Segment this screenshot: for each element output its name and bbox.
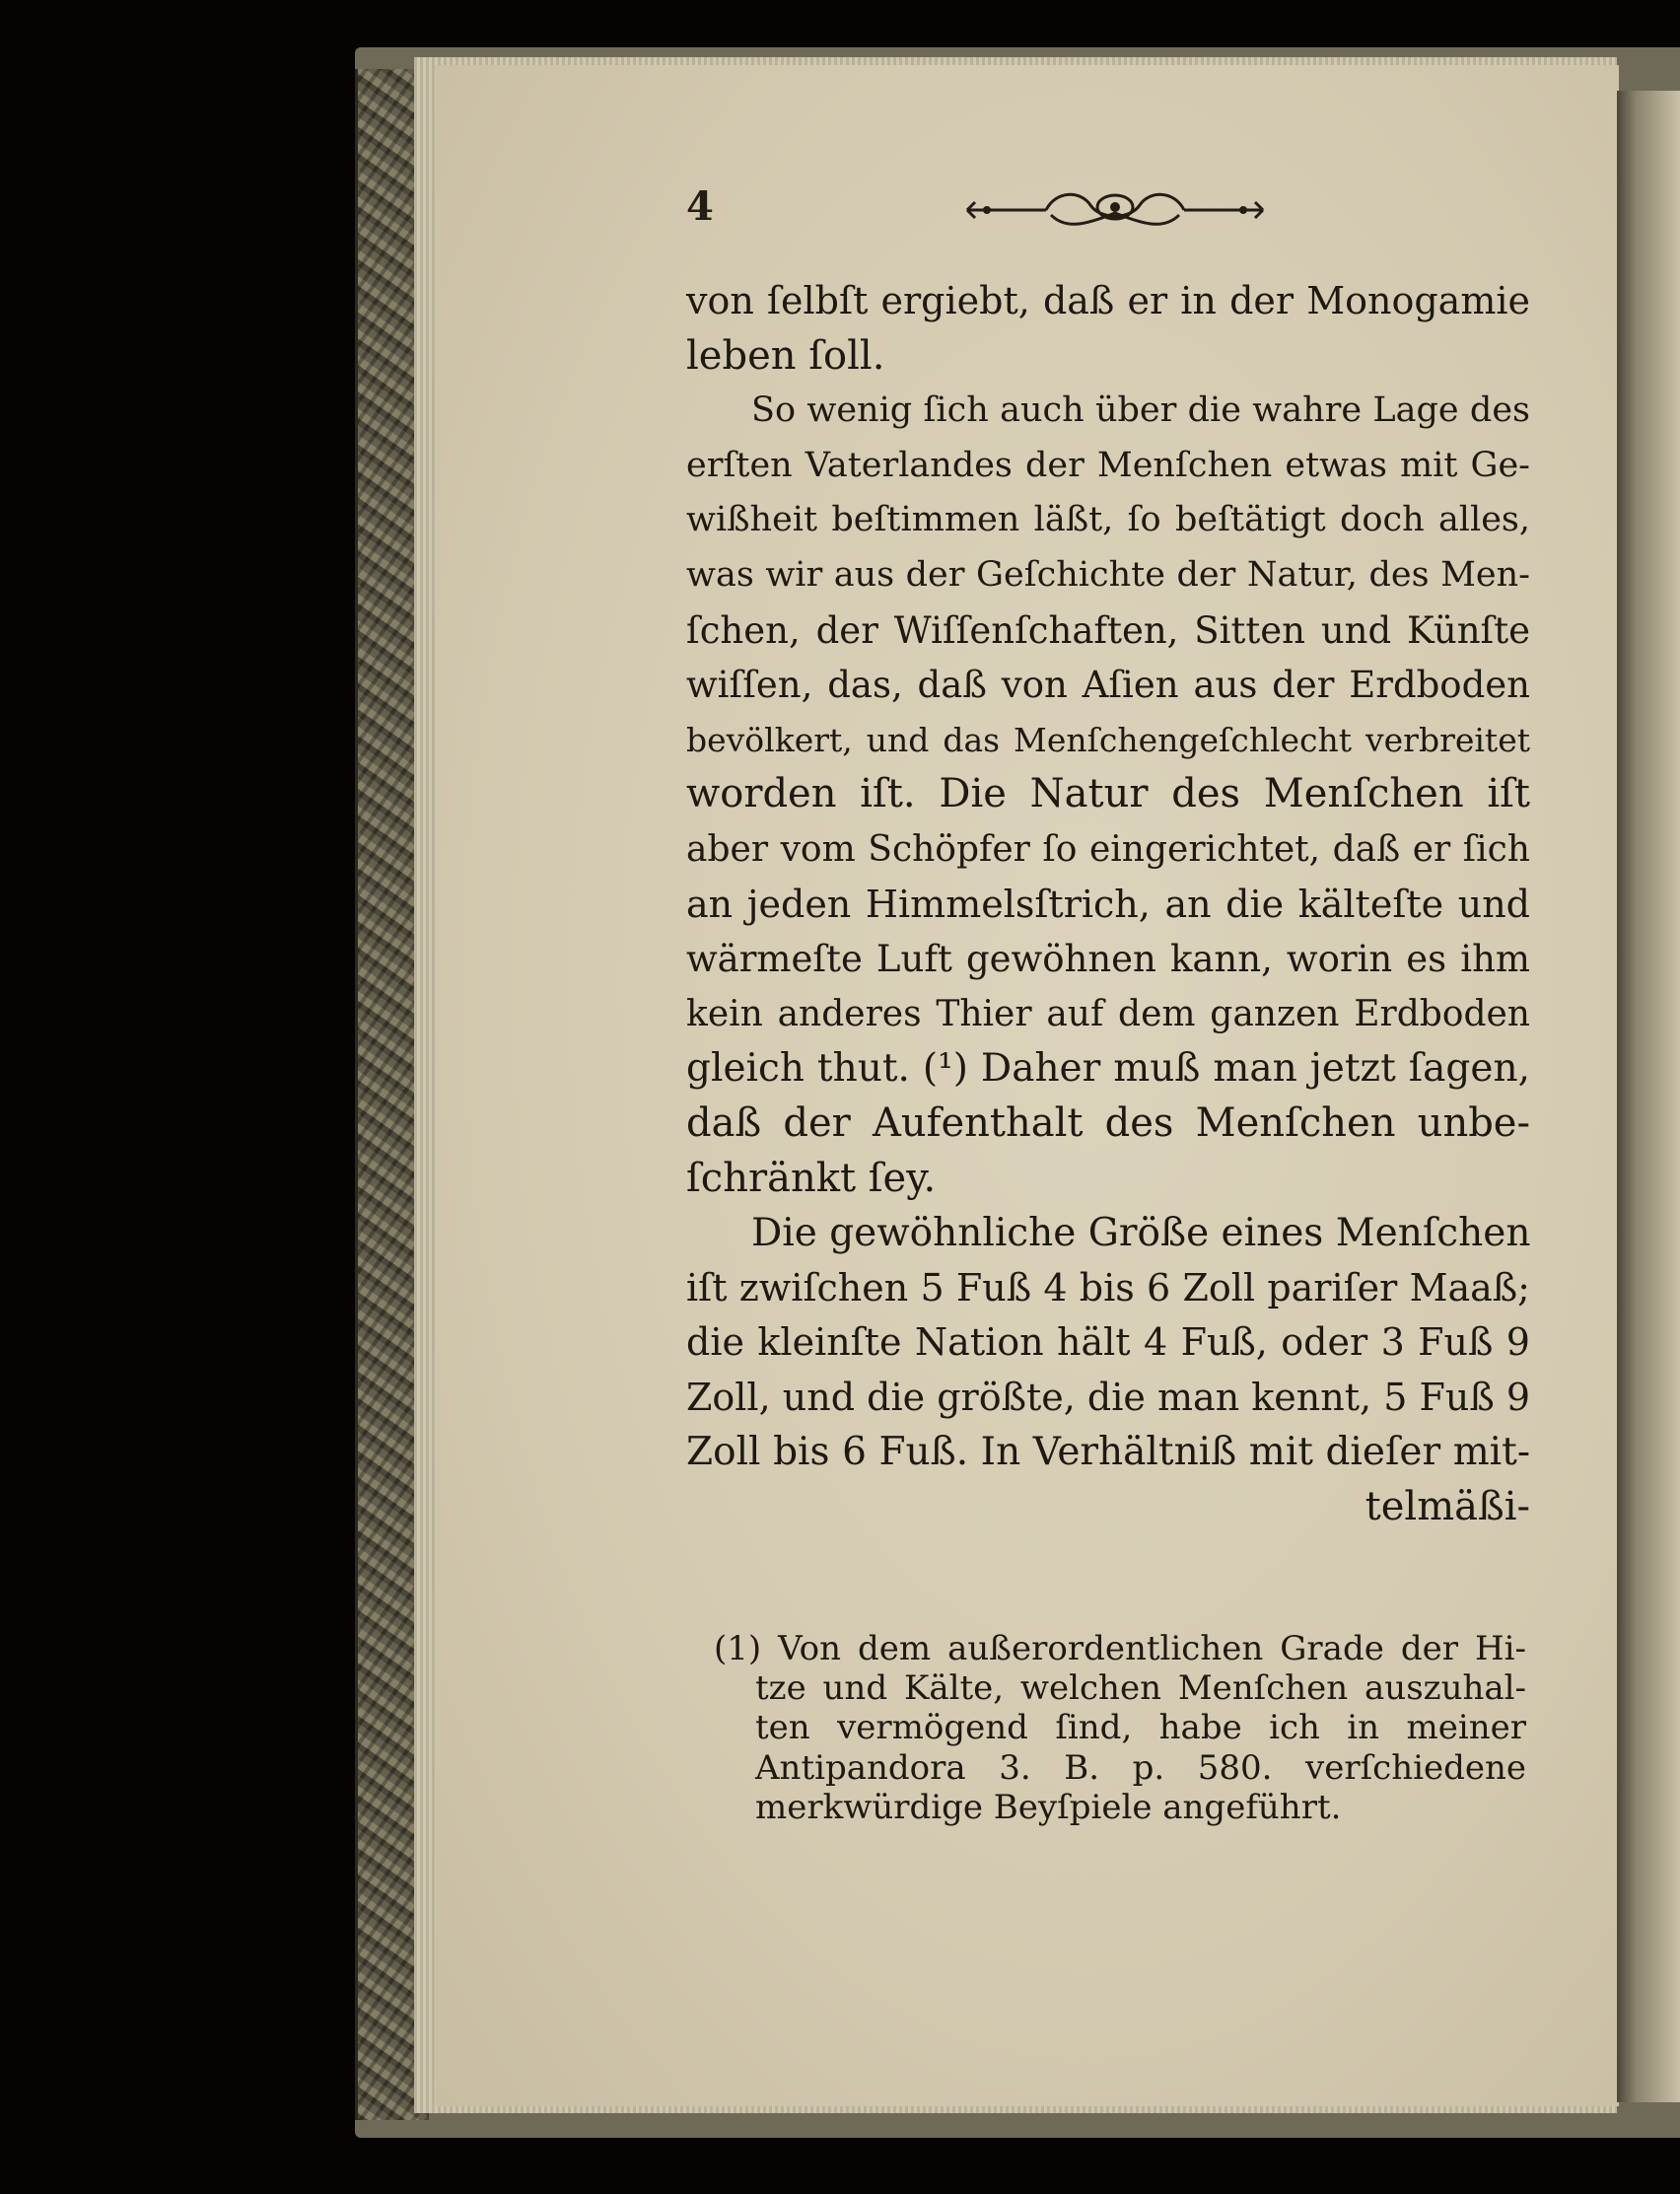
- text-line: ſchen, der Wiſſenſchaften, Sitten und Künſte: [686, 608, 1530, 652]
- text-line: iſt zwiſchen 5 Fuß 4 bis 6 Zoll pariſer Maaß;: [686, 1265, 1530, 1309]
- text-line: So wenig ſich auch über die wahre Lage des: [751, 390, 1530, 431]
- catchword: telmäßi-: [1365, 1484, 1530, 1530]
- text-line: kein anderes Thier auf dem ganzen Erdboden: [686, 993, 1530, 1034]
- text-line: Zoll, und die größte, die man kennt, 5 Fuß 9: [686, 1375, 1530, 1419]
- text-line: wärmeſte Luft gewöhnen kann, worin es ihm: [686, 938, 1530, 981]
- page-number: 4: [686, 183, 714, 230]
- text-line: von ſelbſt ergiebt, daß er in der Monogamie: [686, 279, 1530, 322]
- text-line: ſchränkt ſey.: [686, 1155, 937, 1201]
- footnote-line: (1) Von dem außerordentlichen Grade der Hi-: [714, 1629, 1526, 1668]
- text-line: Die gewöhnliche Größe eines Menſchen: [751, 1211, 1531, 1256]
- footnote-line: Antipandora 3. B. p. 580. verſchiedene: [755, 1747, 1526, 1788]
- text-line: erſten Vaterlandes der Menſchen etwas mit Ge-: [686, 445, 1530, 485]
- text-line: die kleinſte Nation hält 4 Fuß, oder 3 Fuß 9: [686, 1320, 1530, 1365]
- text-line: bevölkert, und das Menſchengeſchlecht verbreitet: [686, 720, 1530, 759]
- text-line: Zoll bis 6 Fuß. In Verhältniß mit dieſer mit-: [686, 1430, 1530, 1475]
- page-header: [686, 183, 1514, 243]
- text-line: an jeden Himmelsſtrich, an die kälteſte und: [686, 882, 1530, 926]
- text-line: wiſſen, das, daß von Aſien aus der Erdboden: [686, 664, 1530, 707]
- text-line: daß der Aufenthalt des Menſchen unbe-: [686, 1099, 1530, 1146]
- body-text: [686, 274, 1530, 1535]
- footnote-line: merkwürdige Beyſpiele angeführt.: [755, 1787, 1342, 1827]
- text-line: wißheit beſtimmen läßt, ſo beſtätigt doch alles,: [686, 500, 1530, 540]
- text-line: gleich thut. (¹) Daher muß man jetzt ſagen,: [686, 1046, 1530, 1092]
- text-line: leben ſoll.: [686, 332, 885, 379]
- footnote: [714, 1629, 1526, 1827]
- text-line: aber vom Schöpfer ſo eingerichtet, daß er ſich: [686, 828, 1530, 870]
- text-line: was wir aus der Geſchichte der Natur, des Men-: [686, 554, 1530, 595]
- text-line: worden iſt. Die Natur des Menſchen iſt: [686, 771, 1530, 817]
- footnote-line: tze und Kälte, welchen Menſchen auszuhal-: [755, 1668, 1526, 1709]
- footnote-line: ten vermögend ſind, habe ich in meiner: [755, 1708, 1526, 1748]
- ornament-vignette-icon: [957, 185, 1273, 235]
- facing-page-edge: [1617, 91, 1680, 2102]
